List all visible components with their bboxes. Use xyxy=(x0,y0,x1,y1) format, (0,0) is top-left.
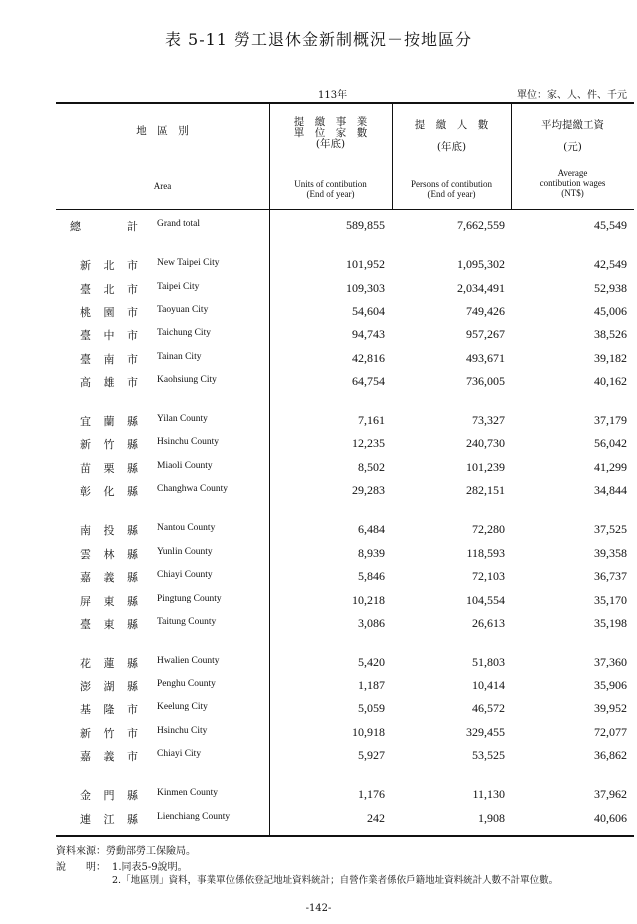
units-value: 64,754 xyxy=(352,374,385,388)
wages-value: 45,549 xyxy=(594,218,627,232)
table-bottom-rule xyxy=(56,835,634,837)
explain-note-2: 2.「地區別」資料，事業單位係依登記地址資料統計；自營作業者係依戶籍地址資料統計人數不計單位數。 xyxy=(112,875,559,886)
units-header-zh-2: 單 位 家 數 xyxy=(293,127,368,139)
area-name-zh: 花蓮縣 xyxy=(80,657,138,670)
table-row xyxy=(0,725,637,743)
persons-header-zh-1: 提 繳 人 數 xyxy=(414,119,489,131)
persons-value: 118,593 xyxy=(466,546,505,560)
year-label: 113年 xyxy=(318,90,348,101)
persons-value: 11,130 xyxy=(472,787,505,801)
area-name-zh: 臺南市 xyxy=(80,353,138,366)
area-name-en: Taichung City xyxy=(157,328,211,338)
area-header xyxy=(56,126,269,137)
persons-value: 53,525 xyxy=(472,748,505,762)
units-value: 8,939 xyxy=(358,546,385,560)
wages-value: 37,962 xyxy=(594,787,627,801)
area-name-en: Lienchiang County xyxy=(157,812,231,822)
page-title: 表 5-11 勞工退休金新制概況－按地區分 xyxy=(164,30,473,49)
units-value: 8,502 xyxy=(358,460,385,474)
persons-value: 736,005 xyxy=(466,374,505,388)
wages-header-en xyxy=(511,168,634,198)
area-header-zh: 地 區 別 xyxy=(136,125,189,137)
area-name-zh: 澎湖縣 xyxy=(80,680,138,693)
persons-value: 73,327 xyxy=(472,413,505,427)
table-row xyxy=(0,257,637,275)
area-name-en: New Taipei City xyxy=(157,258,220,268)
units-header-zh-3: (年底) xyxy=(315,138,346,150)
area-name-zh: 臺北市 xyxy=(80,283,138,296)
persons-header-en-2: (End of year) xyxy=(427,189,476,199)
area-name-zh: 桃園市 xyxy=(80,306,138,319)
persons-value: 26,613 xyxy=(472,616,505,630)
persons-header-en-1: Persons of contibution xyxy=(411,179,492,189)
table-row xyxy=(0,655,637,673)
wages-value: 37,525 xyxy=(594,522,627,536)
source-note: 資料來源：勞動部勞工保險局。 xyxy=(56,846,196,857)
area-name-zh: 宜蘭縣 xyxy=(80,415,138,428)
wages-header-en-1: Average xyxy=(557,168,588,178)
wages-value: 39,952 xyxy=(594,701,627,715)
table-row xyxy=(0,374,637,392)
units-header-en-1: Units of contibution xyxy=(294,179,367,189)
table-row xyxy=(0,483,637,501)
units-header-en-2: (End of year) xyxy=(306,189,355,199)
area-name-en: Hsinchu County xyxy=(157,437,220,447)
area-name-zh: 屏東縣 xyxy=(80,595,138,608)
units-value: 54,604 xyxy=(352,304,385,318)
area-name-zh: 苗栗縣 xyxy=(80,462,138,475)
area-name-en: Hsinchu City xyxy=(157,726,208,736)
area-name-zh: 臺東縣 xyxy=(80,618,138,631)
units-value: 1,187 xyxy=(358,678,385,692)
area-name-zh: 嘉義市 xyxy=(80,750,138,763)
persons-header-en xyxy=(392,179,511,199)
wages-value: 35,906 xyxy=(594,678,627,692)
units-value: 12,235 xyxy=(352,436,385,450)
area-name-en: Tainan City xyxy=(157,352,202,362)
units-header xyxy=(269,117,392,150)
area-name-zh: 基隆市 xyxy=(80,703,138,716)
wages-value: 36,862 xyxy=(594,748,627,762)
persons-value: 282,151 xyxy=(466,483,505,497)
table-row xyxy=(0,218,637,236)
table-row xyxy=(0,569,637,587)
units-value: 589,855 xyxy=(346,218,385,232)
wages-value: 35,198 xyxy=(594,616,627,630)
area-header-en: Area xyxy=(153,181,172,191)
area-name-zh: 新北市 xyxy=(80,259,138,272)
table-row xyxy=(0,413,637,431)
area-name-en: Taipei City xyxy=(157,282,200,292)
wages-value: 40,162 xyxy=(594,374,627,388)
wages-value: 41,299 xyxy=(594,460,627,474)
units-value: 5,846 xyxy=(358,569,385,583)
table-row xyxy=(0,701,637,719)
table-row xyxy=(0,351,637,369)
wages-header-zh-2: (元) xyxy=(563,141,582,153)
area-name-en: Grand total xyxy=(157,219,201,229)
table-row xyxy=(0,460,637,478)
wages-value: 39,182 xyxy=(594,351,627,365)
wages-value: 36,737 xyxy=(594,569,627,583)
wages-value: 72,077 xyxy=(594,725,627,739)
explain-label: 說 明： xyxy=(56,862,106,873)
wages-value: 40,606 xyxy=(594,811,627,825)
wages-value: 35,170 xyxy=(594,593,627,607)
table-top-rule xyxy=(56,102,634,104)
persons-value: 51,803 xyxy=(472,655,505,669)
header-bottom-rule xyxy=(56,209,634,210)
page-number: -142- xyxy=(305,903,332,914)
area-name-en: Kaohsiung City xyxy=(157,375,217,385)
area-name-en: Hwalien County xyxy=(157,656,220,666)
wages-value: 37,179 xyxy=(594,413,627,427)
area-name-zh: 新竹縣 xyxy=(80,438,138,451)
units-value: 109,303 xyxy=(346,281,385,295)
wages-value: 45,006 xyxy=(594,304,627,318)
persons-value: 749,426 xyxy=(466,304,505,318)
persons-value: 7,662,559 xyxy=(457,218,505,232)
persons-value: 72,280 xyxy=(472,522,505,536)
area-name-en: Chiayi County xyxy=(157,570,213,580)
persons-value: 101,239 xyxy=(466,460,505,474)
area-name-en: Kinmen County xyxy=(157,788,218,798)
wages-header-en-2: contibution wages xyxy=(539,178,606,188)
table-row xyxy=(0,546,637,564)
persons-value: 104,554 xyxy=(466,593,505,607)
table-row xyxy=(0,787,637,805)
units-value: 5,927 xyxy=(358,748,385,762)
units-header-en xyxy=(269,179,392,199)
area-name-en: Miaoli County xyxy=(157,461,213,471)
table-row xyxy=(0,281,637,299)
area-name-zh: 臺中市 xyxy=(80,329,138,342)
area-name-en: Yilan County xyxy=(157,414,208,424)
units-value: 10,218 xyxy=(352,593,385,607)
table-row xyxy=(0,327,637,345)
persons-value: 72,103 xyxy=(472,569,505,583)
units-value: 101,952 xyxy=(346,257,385,271)
area-name-en: Yunlin County xyxy=(157,547,213,557)
wages-value: 52,938 xyxy=(594,281,627,295)
wages-value: 56,042 xyxy=(594,436,627,450)
persons-value: 46,572 xyxy=(472,701,505,715)
area-name-en: Taitung County xyxy=(157,617,217,627)
area-name-zh: 高雄市 xyxy=(80,376,138,389)
persons-header-zh-2: (年底) xyxy=(436,141,467,153)
area-name-zh: 新竹市 xyxy=(80,727,138,740)
units-value: 1,176 xyxy=(358,787,385,801)
persons-header xyxy=(392,120,511,153)
persons-value: 1,908 xyxy=(478,811,505,825)
area-name-en: Taoyuan City xyxy=(157,305,209,315)
explain-note-1: 1.同表5-9說明。 xyxy=(112,862,188,873)
wages-value: 34,844 xyxy=(594,483,627,497)
persons-value: 10,414 xyxy=(472,678,505,692)
area-name-en: Penghu County xyxy=(157,679,216,689)
persons-value: 329,455 xyxy=(466,725,505,739)
units-value: 5,420 xyxy=(358,655,385,669)
units-value: 29,283 xyxy=(352,483,385,497)
table-row xyxy=(0,436,637,454)
wages-header xyxy=(511,120,634,153)
units-value: 6,484 xyxy=(358,522,385,536)
units-header-zh-1: 提 繳 事 業 xyxy=(293,116,368,128)
units-value: 94,743 xyxy=(352,327,385,341)
persons-value: 2,034,491 xyxy=(457,281,505,295)
table-row xyxy=(0,522,637,540)
area-name-zh: 彰化縣 xyxy=(80,485,138,498)
table-row xyxy=(0,593,637,611)
units-value: 3,086 xyxy=(358,616,385,630)
units-value: 42,816 xyxy=(352,351,385,365)
area-name-zh: 總計 xyxy=(70,220,138,233)
persons-value: 957,267 xyxy=(466,327,505,341)
table-row xyxy=(0,811,637,829)
persons-value: 240,730 xyxy=(466,436,505,450)
area-name-en: Pingtung County xyxy=(157,594,222,604)
units-value: 242 xyxy=(367,811,385,825)
persons-value: 1,095,302 xyxy=(457,257,505,271)
table-row xyxy=(0,748,637,766)
area-name-zh: 金門縣 xyxy=(80,789,138,802)
units-value: 7,161 xyxy=(358,413,385,427)
wages-header-en-3: (NT$) xyxy=(561,188,584,198)
table-row xyxy=(0,304,637,322)
area-name-zh: 連江縣 xyxy=(80,813,138,826)
table-row xyxy=(0,616,637,634)
units-value: 10,918 xyxy=(352,725,385,739)
wages-value: 42,549 xyxy=(594,257,627,271)
persons-value: 493,671 xyxy=(466,351,505,365)
area-name-en: Keelung City xyxy=(157,702,208,712)
units-value: 5,059 xyxy=(358,701,385,715)
area-name-en: Changhwa County xyxy=(157,484,228,494)
wages-value: 37,360 xyxy=(594,655,627,669)
area-name-zh: 南投縣 xyxy=(80,524,138,537)
area-name-zh: 雲林縣 xyxy=(80,548,138,561)
area-name-en: Chiayi City xyxy=(157,749,202,759)
unit-label: 單位：家、人、件、千元 xyxy=(517,90,627,101)
area-name-zh: 嘉義縣 xyxy=(80,571,138,584)
area-name-en: Nantou County xyxy=(157,523,216,533)
table-row xyxy=(0,678,637,696)
wages-value: 39,358 xyxy=(594,546,627,560)
wages-value: 38,526 xyxy=(594,327,627,341)
wages-header-zh-1: 平均提繳工資 xyxy=(541,119,604,131)
